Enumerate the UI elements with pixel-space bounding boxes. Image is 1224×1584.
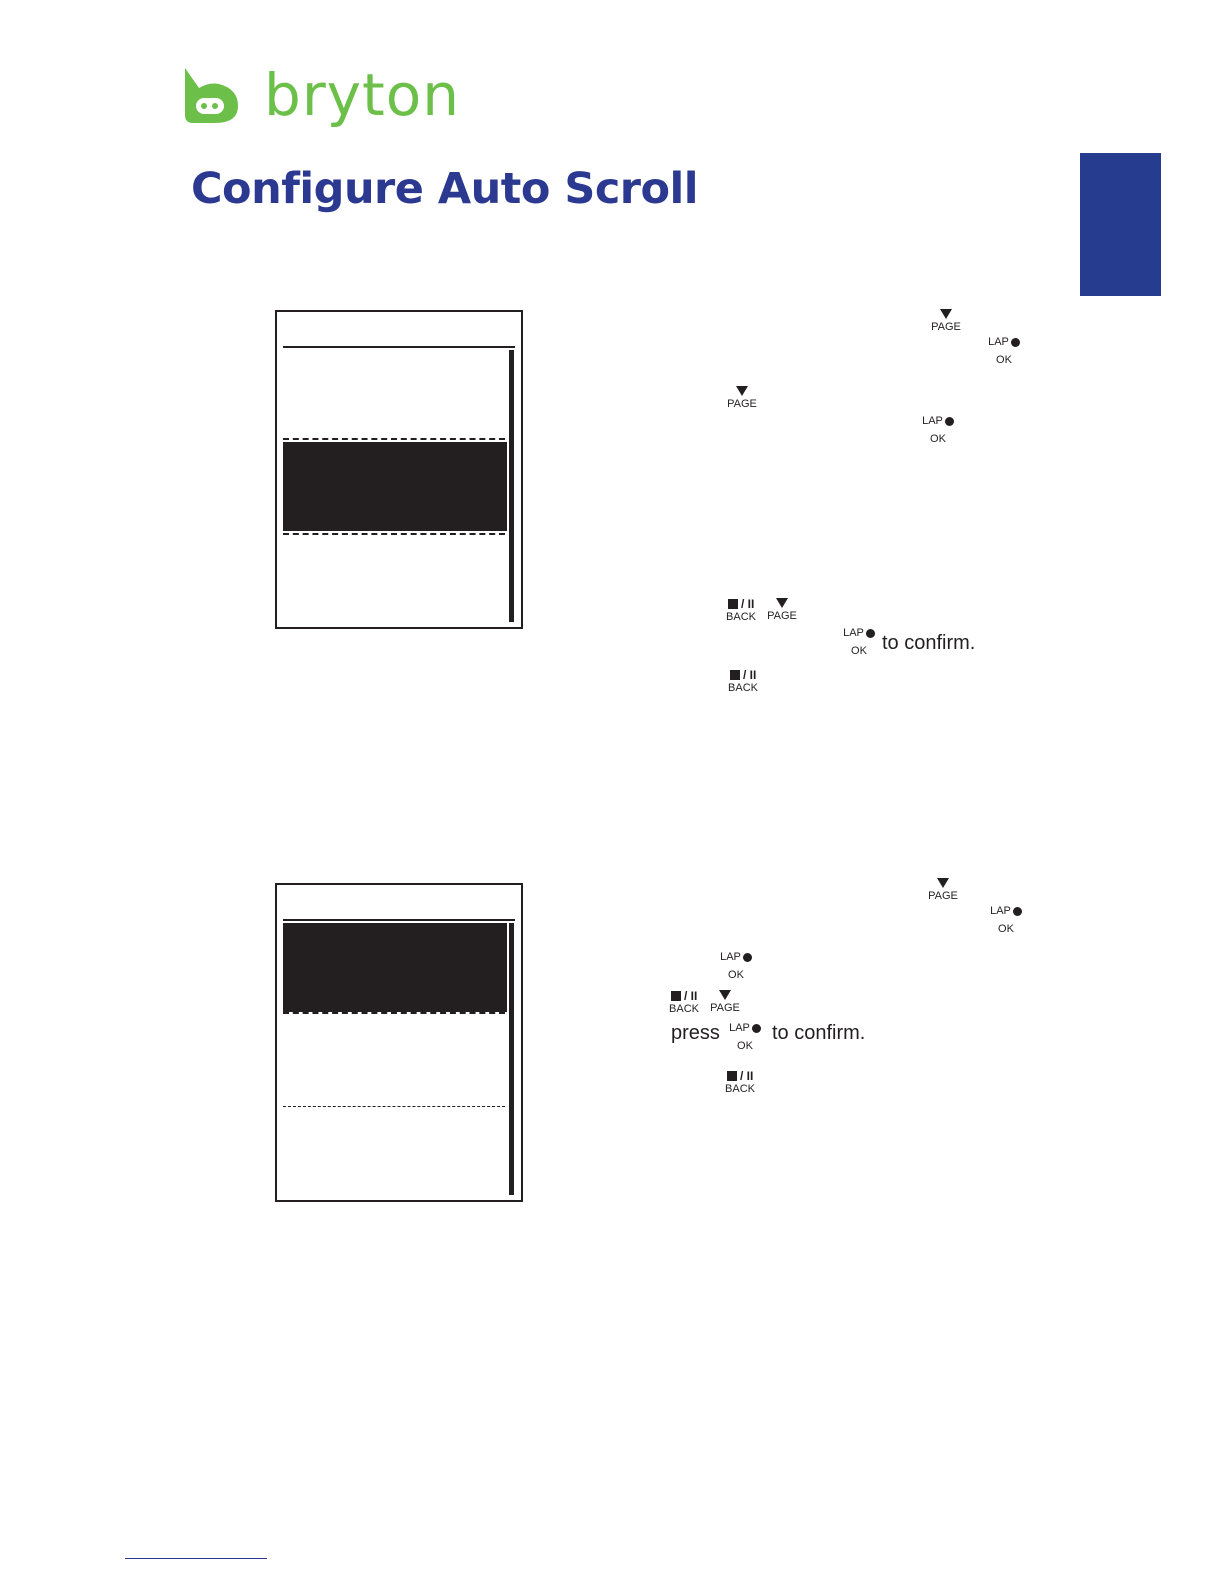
pause-label: / II (740, 1068, 754, 1083)
pause-label: / II (741, 596, 755, 611)
screen-2-highlighted-row (283, 923, 507, 1012)
filled-dot-icon (1011, 338, 1020, 347)
lap-ok-button-icon (986, 905, 1026, 936)
back-button-icon (724, 667, 762, 695)
screen-1-scrollbar (509, 350, 514, 622)
back-button-icon (722, 596, 760, 624)
screen-1-highlighted-row (283, 442, 507, 531)
back-label: BACK (726, 610, 756, 623)
lap-label: LAP (720, 951, 741, 963)
lap-ok-button-icon (984, 336, 1024, 367)
stop-square-icon (728, 599, 738, 609)
lap-label: LAP (988, 336, 1009, 348)
page-title: Configure Auto Scroll (191, 164, 699, 214)
brand-wordmark: bryton (264, 61, 460, 129)
down-triangle-icon (719, 990, 731, 1000)
press-text: press (671, 1022, 720, 1044)
page-label: PAGE (928, 890, 958, 902)
pause-label: / II (684, 988, 698, 1003)
down-triangle-icon (776, 598, 788, 608)
stop-square-icon (727, 1071, 737, 1081)
filled-dot-icon (866, 629, 875, 638)
pause-label: / II (743, 667, 757, 682)
page-label: PAGE (710, 1002, 740, 1014)
back-label: BACK (725, 1082, 755, 1095)
stop-square-icon (671, 991, 681, 1001)
lap-ok-button-icon (716, 951, 756, 982)
page-button-icon (724, 386, 760, 411)
ok-label: OK (996, 354, 1012, 366)
screen-2-dashed-divider-top (283, 1012, 505, 1014)
back-button-icon (721, 1068, 759, 1096)
ok-label: OK (930, 433, 946, 445)
screen-1-header-divider (283, 346, 515, 348)
filled-dot-icon (945, 417, 954, 426)
back-label: BACK (669, 1002, 699, 1015)
filled-dot-icon (752, 1024, 761, 1033)
chapter-side-tab (1080, 153, 1161, 296)
screen-1-dashed-divider-top (283, 438, 505, 440)
lap-ok-button-icon (839, 627, 879, 658)
page-label: PAGE (727, 398, 757, 410)
page-button-icon (707, 990, 743, 1015)
filled-dot-icon (743, 953, 752, 962)
lap-label: LAP (922, 415, 943, 427)
ok-label: OK (998, 923, 1014, 935)
screen-2-header-divider (283, 919, 515, 921)
ok-label: OK (737, 1040, 753, 1052)
lap-label: LAP (729, 1022, 750, 1034)
screen-1-dashed-divider-bottom (283, 533, 505, 535)
filled-dot-icon (1013, 907, 1022, 916)
ok-label: OK (851, 645, 867, 657)
lap-label: LAP (990, 905, 1011, 917)
page-button-icon (925, 878, 961, 903)
screen-2-dashed-divider-bottom (283, 1106, 505, 1107)
back-label: BACK (728, 681, 758, 694)
bryton-logo-icon (183, 68, 241, 126)
down-triangle-icon (940, 309, 952, 319)
lap-label: LAP (843, 627, 864, 639)
page-button-icon (764, 598, 800, 623)
footer-rule (125, 1558, 267, 1559)
page-button-icon (928, 309, 964, 334)
to-confirm-text: to confirm. (772, 1022, 866, 1044)
to-confirm-text: to confirm. (882, 632, 976, 654)
stop-square-icon (730, 670, 740, 680)
ok-label: OK (728, 969, 744, 981)
back-button-icon (665, 988, 703, 1016)
lap-ok-button-icon (918, 415, 958, 446)
lap-ok-button-icon (725, 1022, 765, 1053)
screen-2-scrollbar (509, 923, 514, 1195)
down-triangle-icon (937, 878, 949, 888)
page-label: PAGE (931, 321, 961, 333)
page-label: PAGE (767, 610, 797, 622)
down-triangle-icon (736, 386, 748, 396)
